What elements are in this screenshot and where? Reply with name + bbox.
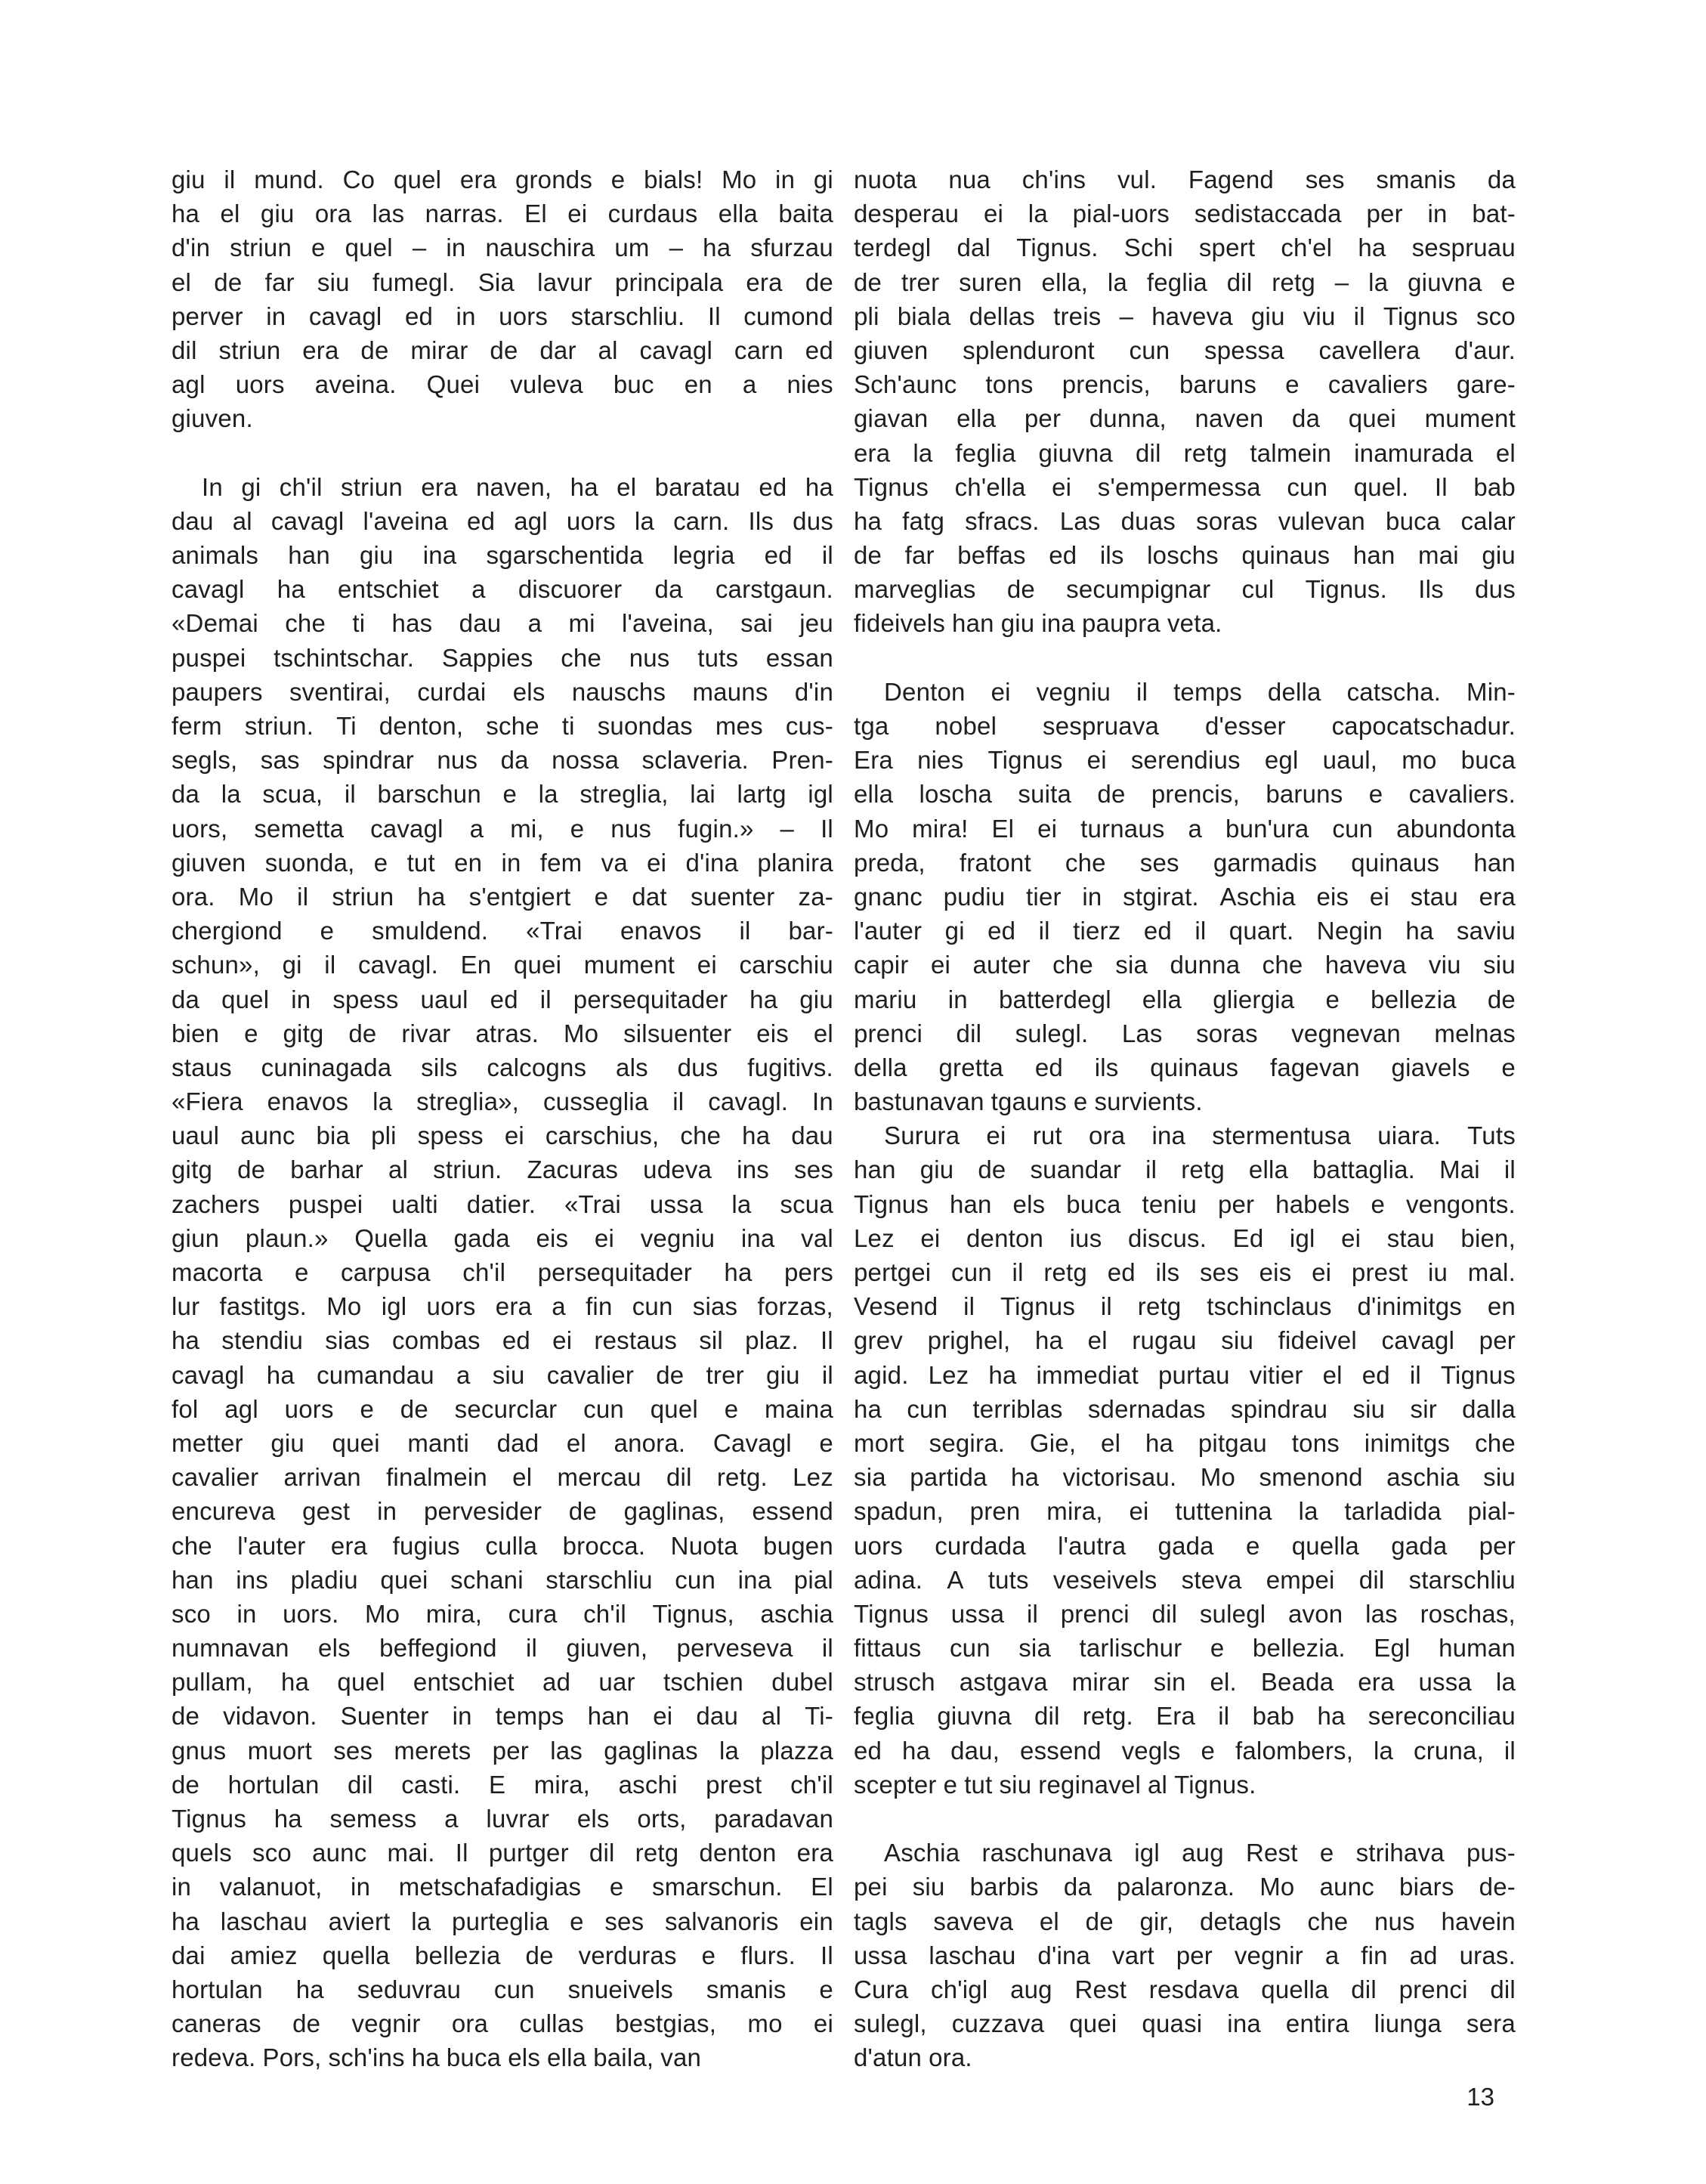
text-line: desperau ei la pial-uors sedistaccada per in bat- — [854, 200, 1516, 228]
text-line: tga nobel sespruava d'esser capocatschadur. — [854, 712, 1516, 740]
text-line: gitg de barhar al striun. Zacuras udeva ins ses — [172, 1155, 833, 1184]
text-line: fideivels han giu ina paupra veta. — [854, 609, 1222, 638]
text-line: prenci dil sulegl. Las soras vegnevan melnas — [854, 1019, 1516, 1047]
paragraph-gap — [854, 641, 1516, 675]
text-line: da la scua, il barschun e la streglia, lai lartg igl — [172, 780, 833, 809]
text-line: ella loscha suita de prencis, baruns e cavaliers. — [854, 780, 1516, 809]
text-line: che l'auter era fugius culla brocca. Nuota bugen — [172, 1531, 833, 1560]
text-line: animals han giu ina sgarschentida legria ed il — [172, 541, 833, 570]
text-line: Tignus ussa il prenci dil sulegl avon las roschas, — [854, 1599, 1516, 1628]
text-line: uors curdada l'autra gada e quella gada per — [854, 1531, 1516, 1560]
text-line: paupers sventirai, curdai els nauschs mauns d'in — [172, 677, 833, 706]
text-line: pli biala dellas treis – haveva giu viu il Tignus sco — [854, 302, 1516, 330]
page-number: 13 — [1466, 2083, 1494, 2111]
text-line: giuven splenduront cun spessa cavellera d'aur. — [854, 336, 1516, 364]
text-line: da quel in spess uaul ed il persequitader ha giu — [172, 985, 833, 1013]
text-line: mort segira. Gie, el ha pitgau tons inimitgs che — [854, 1428, 1516, 1457]
text-line: in valanuot, in metschafadigias e smarschun. El — [172, 1873, 833, 1901]
text-line: «Fiera enavos la streglia», cusseglia il cavagl. In — [172, 1087, 833, 1116]
text-line: cavalier arrivan finalmein el mercau dil retg. Lez — [172, 1463, 833, 1492]
text-line: schun», gi il cavagl. En quei mument ei carschiu — [172, 951, 833, 979]
text-line: era la feglia giuvna dil retg talmein inamurada el — [854, 438, 1516, 467]
text-line: fittaus cun sia tarlischur e bellezia. Egl human — [854, 1634, 1516, 1663]
text-line: quels sco aunc mai. Il purtger dil retg denton era — [172, 1839, 833, 1867]
text-line: numnavan els beffegiond il giuven, perveseva il — [172, 1634, 833, 1663]
text-line: dil striun era de mirar de dar al cavagl carn ed — [172, 336, 833, 364]
text-line: giun plaun.» Quella gada eis ei vegniu ina val — [172, 1223, 833, 1252]
text-line: bastunavan tgauns e survients. — [854, 1087, 1203, 1116]
text-line: Aschia raschunava igl aug Rest e strihava pus- — [884, 1839, 1516, 1867]
text-line: Surura ei rut ora ina stermentusa uiara. Tuts — [884, 1121, 1516, 1150]
text-line: giavan ella per dunna, naven da quei mument — [854, 404, 1516, 433]
text-line: redeva. Pors, sch'ins ha buca els ella baila, van — [172, 2043, 702, 2072]
text-line: preda, fratont che ses garmadis quinaus han — [854, 848, 1516, 877]
text-line: uors, semetta cavagl a mi, e nus fugin.» – Il — [172, 814, 833, 843]
text-line: pertgei cun il retg ed ils ses eis ei prest iu mal. — [854, 1258, 1516, 1286]
text-line: l'auter gi ed il tierz ed il quart. Negin ha saviu — [854, 917, 1516, 945]
text-line: adina. A tuts veseivels steva empei dil starschliu — [854, 1565, 1516, 1594]
text-line: Cura ch'igl aug Rest resdava quella dil prenci dil — [854, 1975, 1516, 2003]
text-line: giuven suonda, e tut en in fem va ei d'ina planira — [172, 848, 833, 877]
text-line: perver in cavagl ed in uors starschliu. Il cumond — [172, 302, 833, 330]
text-line: ha laschau aviert la purteglia e ses salvanoris ein — [172, 1907, 833, 1935]
text-line: mariu in batterdegl ella gliergia e bellezia de — [854, 985, 1516, 1013]
text-line: pullam, ha quel entschiet ad uar tschien dubel — [172, 1668, 833, 1697]
text-line: uaul aunc bia pli spess ei carschius, che ha dau — [172, 1121, 833, 1150]
left-column — [172, 162, 833, 2075]
text-line: segls, sas spindrar nus da nossa sclaveria. Pren- — [172, 746, 833, 775]
text-line: Era nies Tignus ei serendius egl uaul, mo buca — [854, 746, 1516, 775]
text-line: ussa laschau d'ina vart per vegnir a fin ad uras. — [854, 1941, 1516, 1969]
text-line: Denton ei vegniu il temps della catscha. Min- — [884, 677, 1516, 706]
text-line: nuota nua ch'ins vul. Fagend ses smanis da — [854, 166, 1516, 193]
text-line: ed ha dau, essend vegls e falombers, la cruna, il — [854, 1736, 1516, 1765]
text-line: el de far siu fumegl. Sia lavur principala era de — [172, 268, 833, 296]
text-line: cavagl ha entschiet a discuorer da carstgaun. — [172, 575, 833, 604]
text-line: gnanc pudiu tier in stgirat. Aschia eis ei stau era — [854, 882, 1516, 911]
text-line: Sch'aunc tons prencis, baruns e cavaliers gare- — [854, 370, 1516, 399]
text-line: macorta e carpusa ch'il persequitader ha pers — [172, 1258, 833, 1286]
text-line: Vesend il Tignus il retg tschinclaus d'inimitgs en — [854, 1292, 1516, 1321]
text-line: «Demai che ti has dau a mi l'aveina, sai jeu — [172, 609, 833, 638]
right-column — [854, 162, 1516, 2075]
text-line: giu il mund. Co quel era gronds e bials! Mo in gi — [172, 166, 833, 193]
text-line: han ins pladiu quei schani starschliu cun ina pial — [172, 1565, 833, 1594]
text-line: bien e gitg de rivar atras. Mo silsuenter eis el — [172, 1019, 833, 1047]
text-line: agl uors aveina. Quei vuleva buc en a nies — [172, 370, 833, 399]
text-line: dai amiez quella bellezia de verduras e flurs. Il — [172, 1941, 833, 1969]
text-line: han giu de suandar il retg ella battaglia. Mai il — [854, 1155, 1516, 1184]
text-line: Mo mira! El ei turnaus a bun'ura cun abundonta — [854, 814, 1516, 843]
text-line: caneras de vegnir ora cullas bestgias, mo ei — [172, 2009, 833, 2038]
text-line: capir ei auter che sia dunna che haveva viu siu — [854, 951, 1516, 979]
text-line: Tignus ch'ella ei s'empermessa cun quel. Il bab — [854, 472, 1516, 501]
text-line: agid. Lez ha immediat purtau vitier el ed il Tignus — [854, 1360, 1516, 1389]
text-line: ha el giu ora las narras. El ei curdaus ella baita — [172, 200, 833, 228]
text-line: spadun, pren mira, ei tuttenina la tarladida pial- — [854, 1497, 1516, 1526]
text-line: grev prighel, ha el rugau siu fideivel cavagl per — [854, 1326, 1516, 1355]
text-line: pei siu barbis da palaronza. Mo aunc biars de- — [854, 1873, 1516, 1901]
text-line: ha stendiu sias combas ed ei restaus sil plaz. Il — [172, 1326, 833, 1355]
text-line: ha cun terriblas sdernadas spindrau siu sir dalla — [854, 1394, 1516, 1423]
text-line: sia partida ha victorisau. Mo smenond aschia siu — [854, 1463, 1516, 1492]
paragraph-gap — [172, 436, 833, 470]
text-line: strusch astgava mirar sin el. Beada era ussa la — [854, 1668, 1516, 1697]
text-line: ora. Mo il striun ha s'entgiert e dat suenter za- — [172, 882, 833, 911]
text-line: hortulan ha seduvrau cun snueivels smanis e — [172, 1975, 833, 2003]
text-line: d'in striun e quel – in nauschira um – ha sfurzau — [172, 234, 833, 262]
text-line: de trer suren ella, la feglia dil retg – la giuvna e — [854, 268, 1516, 296]
text-line: puspei tschintschar. Sappies che nus tuts essan — [172, 643, 833, 672]
text-line: terdegl dal Tignus. Schi spert ch'el ha sespruau — [854, 234, 1516, 262]
text-line: tagls saveva el de gir, detagls che nus havein — [854, 1907, 1516, 1935]
text-line: In gi ch'il striun era naven, ha el baratau ed ha — [202, 472, 833, 501]
text-line: feglia giuvna dil retg. Era il bab ha sereconciliau — [854, 1702, 1516, 1731]
text-line: della gretta ed ils quinaus fagevan giavels e — [854, 1053, 1516, 1081]
paragraph-gap — [854, 1802, 1516, 1836]
text-line: de far beffas ed ils loschs quinaus han mai giu — [854, 541, 1516, 570]
text-line: ferm striun. Ti denton, sche ti suondas mes cus- — [172, 712, 833, 740]
text-line: encureva gest in pervesider de gaglinas, essend — [172, 1497, 833, 1526]
text-line: Tignus han els buca teniu per habels e vengonts. — [854, 1189, 1516, 1218]
text-line: gnus muort ses merets per las gaglinas la plazza — [172, 1736, 833, 1765]
text-line: sulegl, cuzzava quei quasi ina entira liunga sera — [854, 2009, 1516, 2038]
text-line: marveglias de secumpignar cul Tignus. Ils dus — [854, 575, 1516, 604]
text-line: chergiond e smuldend. «Trai enavos il bar- — [172, 917, 833, 945]
text-line: lur fastitgs. Mo igl uors era a fin cun sias forzas, — [172, 1292, 833, 1321]
text-line: staus cuninagada sils calcogns als dus fugitivs. — [172, 1053, 833, 1081]
text-line: metter giu quei manti dad el anora. Cavagl e — [172, 1428, 833, 1457]
text-line: cavagl ha cumandau a siu cavalier de trer giu il — [172, 1360, 833, 1389]
text-line: Tignus ha semess a luvrar els orts, paradavan — [172, 1805, 833, 1833]
text-line: scepter e tut siu reginavel al Tignus. — [854, 1770, 1256, 1799]
text-line: dau al cavagl l'aveina ed agl uors la carn. Ils dus — [172, 506, 833, 535]
text-line: giuven. — [172, 404, 253, 433]
text-line: de vidavon. Suenter in temps han ei dau al Ti- — [172, 1702, 833, 1731]
text-line: ha fatg sfracs. Las duas soras vulevan buca calar — [854, 506, 1516, 535]
text-line: fol agl uors e de securclar cun quel e maina — [172, 1394, 833, 1423]
text-line: sco in uors. Mo mira, cura ch'il Tignus, aschia — [172, 1599, 833, 1628]
text-line: zachers puspei ualti datier. «Trai ussa la scua — [172, 1189, 833, 1218]
text-line: d'atun ora. — [854, 2043, 972, 2072]
text-line: Lez ei denton ius discus. Ed igl ei stau bien, — [854, 1223, 1516, 1252]
text-line: de hortulan dil casti. E mira, aschi prest ch'il — [172, 1770, 833, 1799]
